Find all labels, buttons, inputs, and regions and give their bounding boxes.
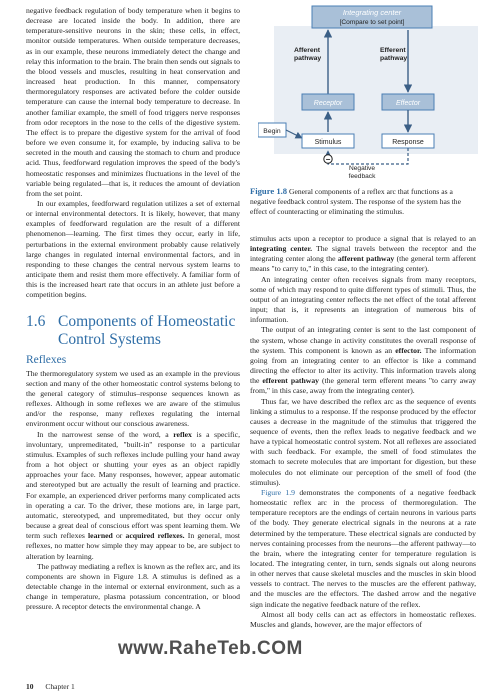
paragraph-reflex-definition xyxy=(26,430,240,562)
text-run: In general, most reflexes, no matter how simple they may appear to be, are subject to alteration by learning. xyxy=(26,531,240,561)
text-run: The information going from an integrating center to an effector is like a command directing the effector to alter its activity. This information travels along the xyxy=(250,345,477,386)
integrating-center-label: Integrating center xyxy=(342,8,402,17)
figure-reference: Figure 1.9 xyxy=(261,487,296,497)
key-term: learned xyxy=(88,531,113,541)
paragraph: In our examples, feedforward regulation utilizes a set of external or internal environmental detectors. It is likely, however, that many examples of feedforward regulation are the result of a different phenomenon—learning. The first times they occur, early in life, perturbations in the external environment probably cause relatively large changes in regulated internal environmental factors, and in responding to these changes the central nervous system learns to anticipate them and resist them more effectively. A familiar form of this is the increased heart rate that occurs in an athlete just before a competition begins. xyxy=(26,198,240,300)
key-term: integrating center. xyxy=(250,244,313,254)
page-footer xyxy=(26,682,75,691)
chapter-label: Chapter 1 xyxy=(45,682,75,691)
right-column xyxy=(250,234,476,630)
text-run: The signal travels between the receptor and the integrating center along the xyxy=(250,244,477,264)
section-number: 1.6 xyxy=(26,312,46,330)
response-label: Response xyxy=(392,139,424,146)
key-term: effector. xyxy=(395,345,422,355)
begin-label: Begin xyxy=(263,128,281,135)
paragraph: negative feedback regulation of body temperature when it begins to decrease are located inside the body. In addition, there are temperature-sensitive neurons in the skin; these cells, in effect, monitor outside temperatures. When outside temperature decreases, as in our example, these neurons immediately detect the change and relay this information to the brain. The brain then sends out signals to the blood vessels and muscles, resulting in heat conservation and increased heat production. In this manner, compensatory thermoregulatory responses are activated before the colder outside temperature can cause the internal body temperature to decrease. In another familiar example, the smell of food triggers nerve responses from odor receptors in the nose to the cells of the digestive system. The effect is to prepare the digestive system for the arrival of food before we even consume it, for example, by inducing saliva to be secreted in the mouth and causing the stomach to churn and produce acid. Thus, feedforward regulation improves the speed of the body's homeostatic responses and minimizes fluctuations in the level of the variable being regulated—that is, it reduces the amount of deviation from the set point. xyxy=(26,6,240,198)
text-run: stimulus acts upon a receptor to produce a signal that is relayed to an xyxy=(250,234,476,243)
key-term: reflex xyxy=(173,429,192,439)
reflex-arc-diagram xyxy=(258,4,480,180)
text-run: or xyxy=(112,531,126,541)
negative-feedback-label: Negative xyxy=(348,165,376,172)
subheading-reflexes: Reflexes xyxy=(26,353,67,366)
text-run: demonstrates the components of a negative feedback homeostatic reflex arc in the process of thermoregulation. The temperature receptors are the endings of certain neurons in various parts of the body. They generate electrical signals in the neurons at a rate determined by the temperature. These electrical signals are conducted by nerves containing processes from the neurons—the afferent pathway—to the brain, where the integrating center for temperature regulation is located. The integrating center, in turn, sends signals out along neurons in other nerves that cause skeletal muscles and the muscles in skin blood vessels to contract. The nerves to the muscles are the efferent pathway, and the muscles are the effectors. The dashed arrow and the negative sign indicate the negative feedback nature of the reflex. xyxy=(250,487,476,609)
key-term: afferent pathway xyxy=(337,254,395,264)
section-heading xyxy=(26,313,240,349)
paragraph: Thus far, we have described the reflex arc as the sequence of events linking a stimulus to a response. If the response produced by the effector causes a decrease in the magnitude of the stimulus that triggered the sequence of events, then the reflex leads to negative feedback and we have a typical homeostatic control system. Not all reflexes are associated with such feedback. For example, the smell of food stimulates the stomach to secrete molecules that are important for digestion, but these molecules do not eliminate our perception of the smell of food (the stimulus). xyxy=(250,396,476,487)
text-run: In the narrowest sense of the word, a xyxy=(37,429,174,439)
text-run: The output of an integrating center is sent to the last component of the system, whose change in activity constitutes the overall response of the system. This component is known as an xyxy=(250,325,476,355)
paragraph: The pathway mediating a reflex is known as the reflex arc, and its components are shown in Figure 1.8. A stimulus is defined as a detectable change in the internal or external environment, such as a change in temperature, plasma potassium concentration, or blood pressure. A receptor detects the environmental change. A xyxy=(26,561,240,612)
text-run: is a specific, involuntary, unpremeditated, "built-in" response to a particular stimulus. Examples of such reflexes include pulling your hand away from a hot object or shutting your eyes as an object rapidly approaches your face. Many responses, however, appear automatic and stereotyped but are actually the result of learning and practice. For example, an experienced driver performs many complicated acts in operating a car. To the driver, these motions are, in large part, automatic, stereotyped, and unpremeditated, but they occur only because a great deal of conscious effort was spent learning them. We term such reflexes xyxy=(26,429,240,541)
watermark-text: www.RaheTeb.COM xyxy=(118,638,303,659)
negative-feedback-label-2: feedback xyxy=(348,173,376,180)
text-run: (the general term afferent means "to carry to," in this case, to the integrating center). xyxy=(250,254,476,274)
section-title: Components of Homeostatic Control Systems xyxy=(58,312,236,348)
figure-caption-text: General components of a reflex arc that functions as a negative feedback control system. The response of the system has the effect of counteracting or eliminating the stimulus. xyxy=(250,187,461,216)
receptor-label: Receptor xyxy=(313,100,343,107)
afferent-pathway-label-2: pathway xyxy=(294,55,322,62)
efferent-pathway-label: Efferent xyxy=(380,47,406,54)
paragraph xyxy=(250,488,476,610)
efferent-pathway-label-2: pathway xyxy=(380,55,408,62)
paragraph xyxy=(250,234,476,275)
negative-feedback-sign: − xyxy=(325,155,331,164)
figure-caption-label: Figure 1.8 xyxy=(250,186,288,196)
effector-label: Effector xyxy=(395,100,421,107)
figure-caption xyxy=(250,186,478,217)
paragraph: The thermoregulatory system we used as an example in the previous section and many of the other homeostatic control systems belong to the general category of stimulus–response sequences known as reflexes. Although in some reflexes we are aware of the stimulus and/or the response, many reflexes regulating the internal environment occur without our conscious awareness. xyxy=(26,368,240,429)
paragraph: An integrating center often receives signals from many receptors, some of which may respond to quite different types of stimuli. Thus, the output of an integrating center reflects the net effect of the total afferent input; that is, it represents an integration of numerous bits of information. xyxy=(250,274,476,325)
paragraph: Almost all body cells can act as effectors in homeostatic reflexes. Muscles and glands, however, are the major effectors of xyxy=(250,609,476,629)
key-term: efferent pathway xyxy=(262,376,320,386)
left-column xyxy=(26,6,240,612)
paragraph xyxy=(250,325,476,396)
page-number: 10 xyxy=(26,682,34,691)
compare-set-point-label: [Compare to set point] xyxy=(339,19,405,26)
text-run: (the general term efferent means "to carry away from," in this case, away from the integrating center). xyxy=(250,376,476,396)
key-term: acquired reflexes. xyxy=(125,531,185,541)
stimulus-label: Stimulus xyxy=(314,139,342,146)
afferent-pathway-label: Afferent xyxy=(294,47,321,54)
